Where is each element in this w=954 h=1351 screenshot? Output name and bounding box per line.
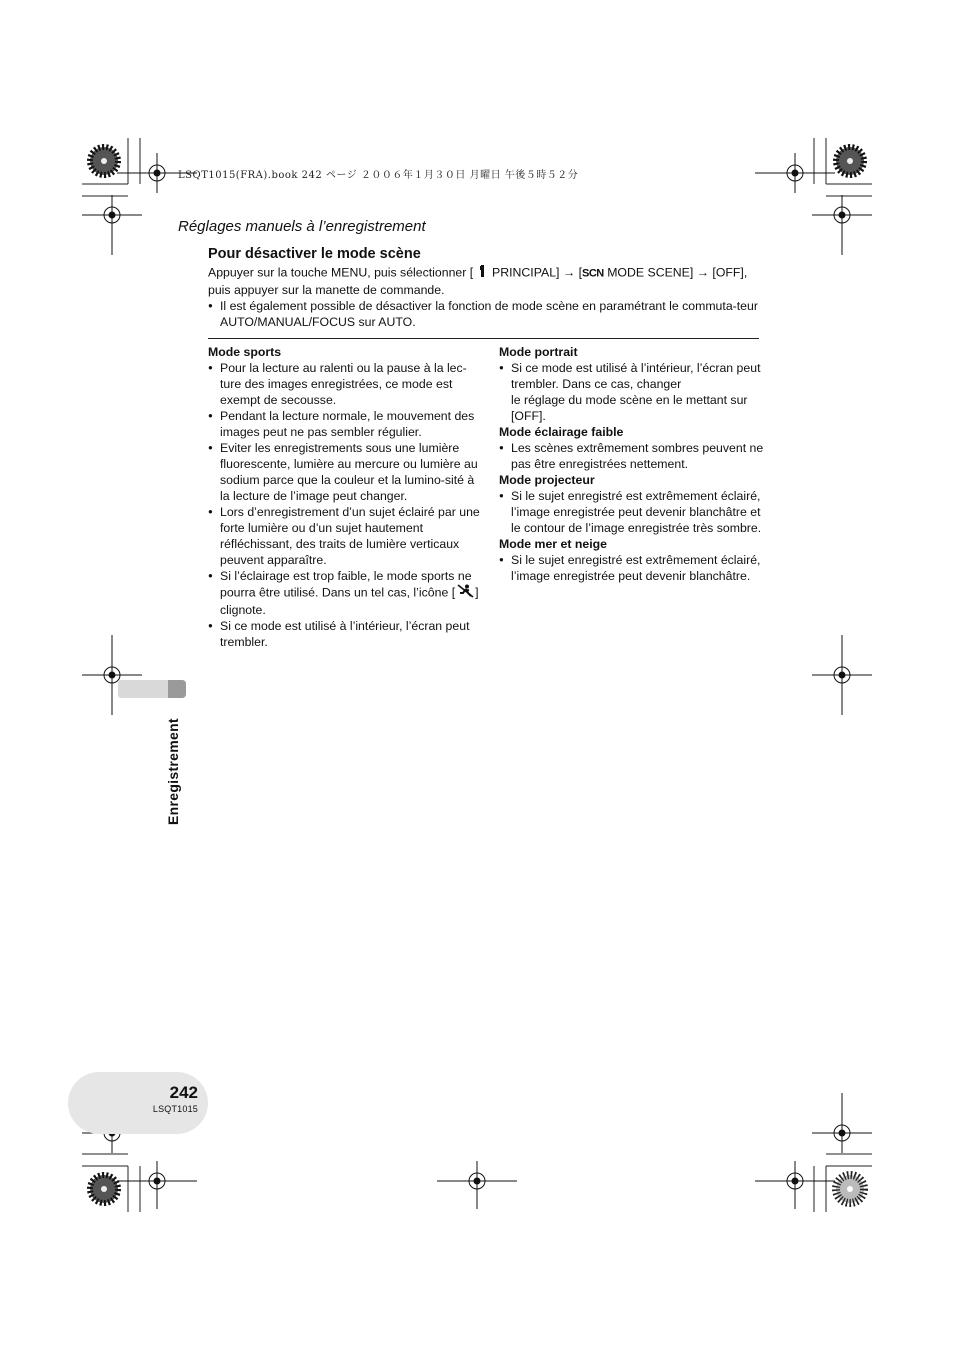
scn-icon: SCN: [582, 267, 604, 280]
side-tab-label: Enregistrement: [165, 718, 181, 825]
side-tab-marker: [168, 680, 186, 698]
intro-bullet: ● Il est également possible de désactiver la fonction de mode scène en paramétrant le commuta-teur AUTO/MANUAL/FOCUS sur AUTO.: [208, 298, 778, 330]
print-header: LSQT1015(FRA).book 242 ページ ２００６年１月３０日 月曜日 午後５時５２分: [178, 170, 579, 181]
list-item-icon: [208, 568, 483, 618]
mode-mer-et-neige-heading: Mode mer et neige: [499, 537, 607, 551]
sports-mode-icon: [455, 584, 475, 602]
list-item: ● Pour la lecture au ralenti ou la pause à la lec-ture des images enregistrées, ce mode est exempt de secousse.: [208, 360, 483, 408]
page-number: 242: [169, 1083, 198, 1102]
section-title: Réglages manuels à l’enregistrement: [178, 218, 426, 235]
intro-principal-text: PRINCIPAL] → [: [492, 265, 583, 280]
intro-line-1: [208, 264, 778, 282]
list-item: ● Pendant la lecture normale, le mouvement des images peut ne pas sembler régulier.: [208, 408, 483, 440]
intro-line-2: puis appuyer sur la manette de commande.: [208, 283, 445, 297]
list-item: ● Eviter les enregistrements sous une lumière fluorescente, lumière au mercure ou lumière au sodium parce que la couleur et la lumino-sité à la lecture de l’image peut changer.: [208, 440, 483, 504]
mode-eclairage-faible-heading: Mode éclairage faible: [499, 425, 624, 439]
right-column: [499, 344, 764, 584]
list-item-continuation: le réglage du mode scène en le mettant sur [OFF].: [511, 393, 748, 423]
divider: [208, 338, 759, 339]
list-item: ● Si ce mode est utilisé à l’intérieur, l’écran peut trembler. Dans ce cas, changer: [499, 360, 764, 392]
list-item: ● Si le sujet enregistré est extrêmement éclairé, l’image enregistrée peut devenir blanchâtre et le contour de l’image enregistrée très sombre.: [499, 488, 764, 536]
left-column: [208, 344, 483, 650]
intro-mode-scene-text: MODE SCENE] → [OFF],: [607, 265, 748, 280]
list-item: ● Lors d’enregistrement d’un sujet éclairé par une forte lumière ou d’un sujet hautement réfléchissant, des traits de lumière verticaux peuvent apparaître.: [208, 504, 483, 568]
list-item: ● Les scènes extrêmement sombres peuvent ne pas être enregistrées nettement.: [499, 440, 764, 472]
mode-sports-heading: Mode sports: [208, 345, 282, 359]
page-number-background: [68, 1072, 208, 1134]
intro-line-1-text: Appuyer sur la touche MENU, puis sélectionner [: [208, 265, 474, 280]
intro-block: [208, 264, 778, 330]
list-item: ● Si le sujet enregistré est extrêmement éclairé, l’image enregistrée peut devenir blanchâtre.: [499, 552, 764, 584]
mode-projecteur-heading: Mode projecteur: [499, 473, 595, 487]
icon-item-text-after: ] clignote.: [220, 585, 479, 617]
mode-portrait-heading: Mode portrait: [499, 345, 578, 359]
page-code: LSQT1015: [152, 1104, 198, 1114]
icon-item-text-before: Si l’éclairage est trop faible, le mode sports ne pourra être utilisé. Dans un tel cas, l’icône [: [220, 569, 472, 600]
list-item: ● Si ce mode est utilisé à l’intérieur, l’écran peut trembler.: [208, 618, 483, 650]
camera-mode-icon: [477, 264, 489, 282]
subheading: Pour désactiver le mode scène: [208, 246, 421, 262]
